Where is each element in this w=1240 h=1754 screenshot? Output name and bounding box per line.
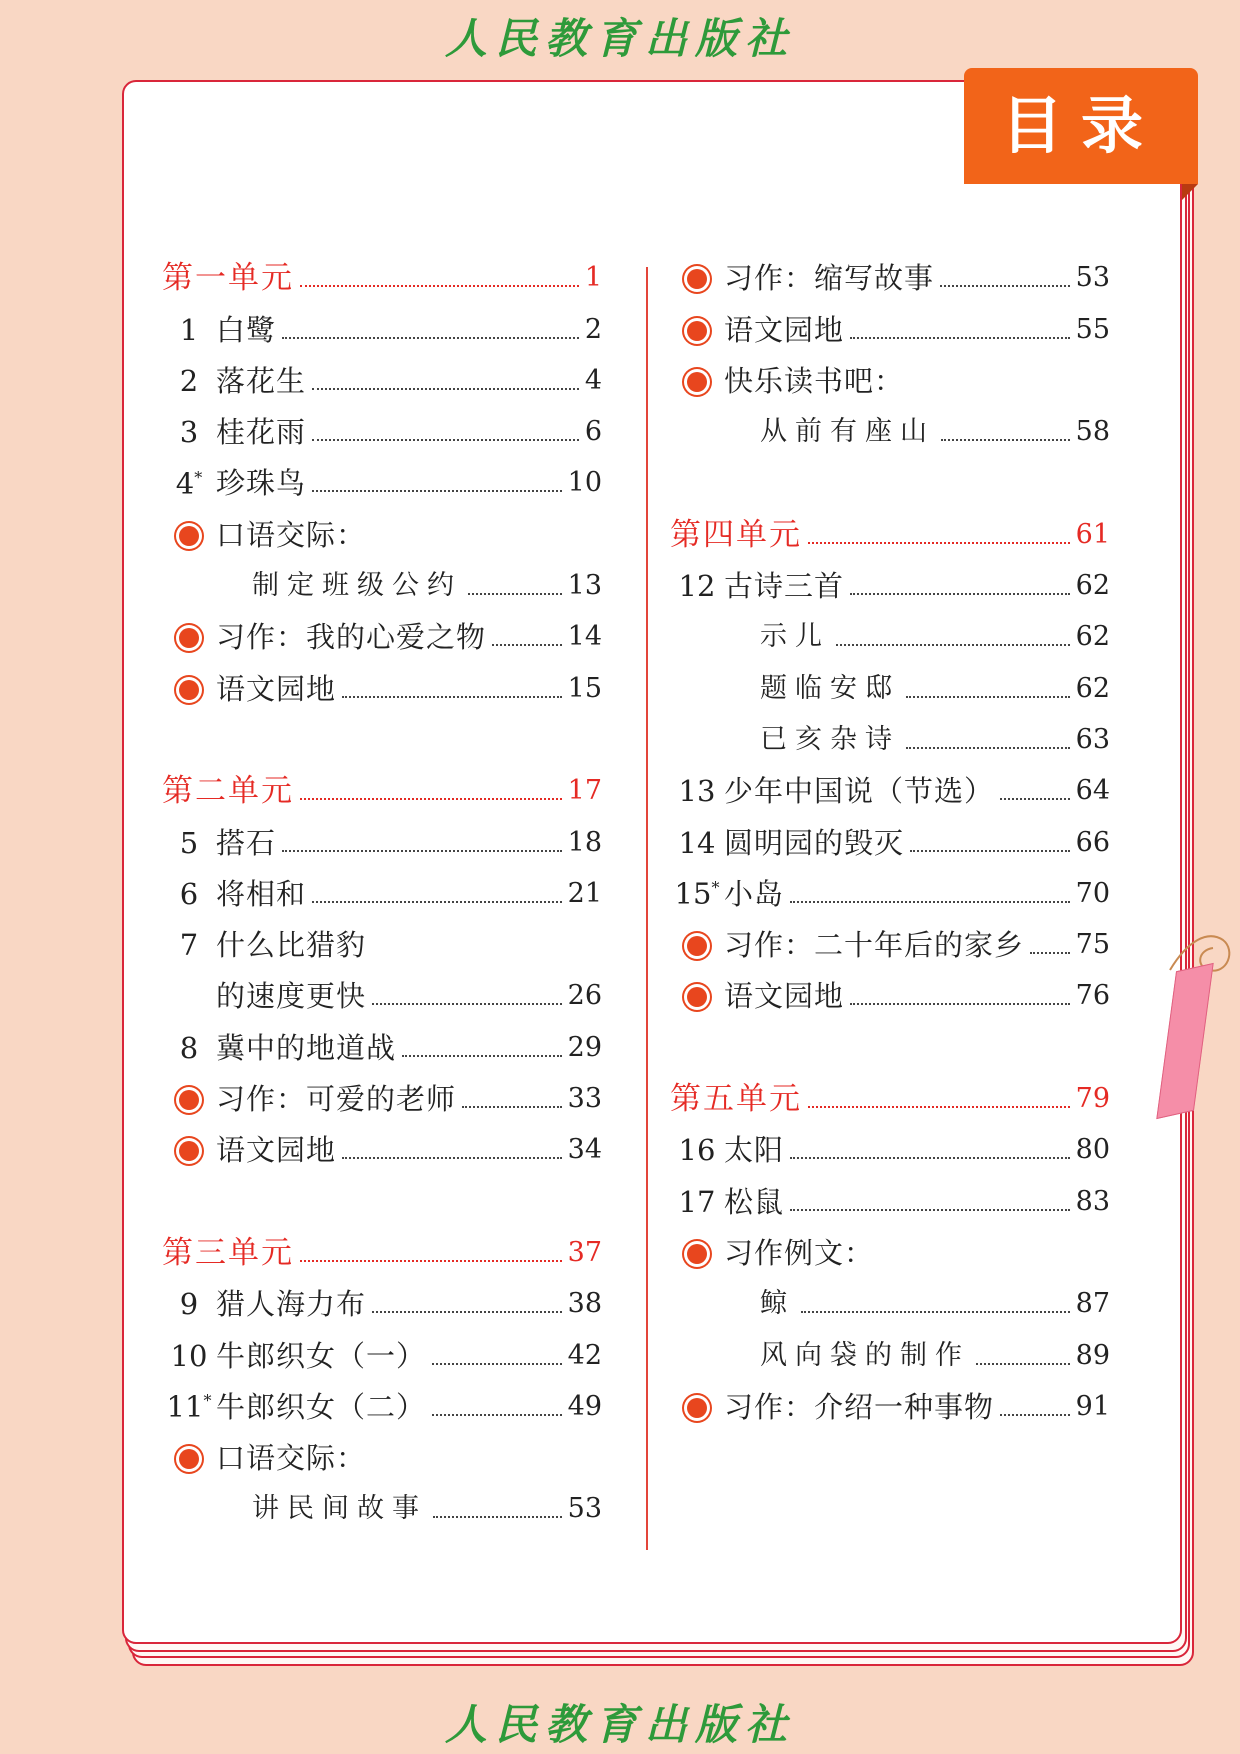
lesson-number: 12 <box>678 569 716 604</box>
dot-leader <box>342 695 562 698</box>
toc-unit-heading[interactable] <box>670 1066 1110 1117</box>
entry-title: 语文园地 <box>724 312 845 347</box>
dot-leader <box>312 900 562 903</box>
toc-entry[interactable] <box>162 912 602 963</box>
lesson-number: 4* <box>175 466 203 501</box>
page-number: 55 <box>1075 313 1110 345</box>
lesson-number: 10 <box>170 1338 208 1373</box>
entry-title: 语文园地 <box>216 671 337 706</box>
entry-title: 习作例文： <box>724 1235 875 1270</box>
page-number: 70 <box>1075 877 1110 909</box>
dot-leader <box>808 1105 1070 1108</box>
entry-title: 口语交际： <box>216 517 367 552</box>
dot-leader <box>790 900 1070 903</box>
toc-entry[interactable] <box>162 861 602 912</box>
bullet-icon <box>670 936 724 963</box>
entry-title: 小岛 <box>724 876 785 911</box>
bullet-icon <box>670 987 724 1014</box>
entry-title: 冀中的地道战 <box>216 1030 397 1065</box>
entry-title: 第一单元 <box>162 260 294 297</box>
toc-entry[interactable] <box>162 1271 602 1322</box>
optional-star-icon: * <box>194 467 203 487</box>
page-number: 61 <box>1075 518 1110 550</box>
dot-leader <box>906 695 1070 698</box>
page-number: 62 <box>1075 672 1110 704</box>
entry-title: 少年中国说（节选） <box>724 774 995 809</box>
entry-title: 将相和 <box>216 876 307 911</box>
dot-leader <box>342 1156 562 1159</box>
toc-entry[interactable] <box>670 604 1110 655</box>
entry-title: 第五单元 <box>670 1081 802 1118</box>
entry-title: 讲民间故事 <box>252 1493 427 1525</box>
entry-title: 的速度更快 <box>216 979 367 1014</box>
dot-leader <box>433 1515 562 1518</box>
dot-leader <box>402 1054 562 1057</box>
page-number: 80 <box>1075 1134 1110 1166</box>
entry-title: 习作：我的心爱之物 <box>216 620 487 655</box>
page-number: 53 <box>567 1493 602 1525</box>
page-number: 38 <box>567 1288 602 1320</box>
entry-title: 习作：二十年后的家乡 <box>724 928 1025 963</box>
dot-leader <box>468 592 562 595</box>
page-number: 89 <box>1075 1339 1110 1371</box>
toc-entry[interactable] <box>670 1168 1110 1219</box>
entry-title: 从前有座山 <box>760 416 935 448</box>
toc-unit-heading[interactable] <box>162 1220 602 1271</box>
toc-entry[interactable] <box>670 963 1110 1014</box>
toc-left-column <box>162 245 602 1527</box>
entry-title: 题临安邸 <box>760 672 900 704</box>
toc-entry[interactable] <box>670 707 1110 758</box>
page-number: 75 <box>1075 929 1110 961</box>
toc-entry[interactable] <box>162 1425 602 1476</box>
page-number: 26 <box>567 980 602 1012</box>
page-number: 1 <box>584 262 602 294</box>
dot-leader <box>492 643 562 646</box>
bullet-icon <box>162 1449 216 1476</box>
page-number: 17 <box>567 775 602 807</box>
toc-gap <box>670 1014 1110 1065</box>
page-number: 49 <box>567 1390 602 1422</box>
entry-title: 示儿 <box>760 621 830 653</box>
toc-entry[interactable] <box>162 296 602 347</box>
entry-title: 牛郎织女（二） <box>216 1389 427 1424</box>
dot-leader <box>836 643 1070 646</box>
lesson-number: 11* <box>166 1389 212 1424</box>
page-number: 18 <box>567 826 602 858</box>
page-number: 79 <box>1075 1083 1110 1115</box>
page-number: 91 <box>1075 1390 1110 1422</box>
entry-title: 第四单元 <box>670 516 802 553</box>
toc-entry[interactable] <box>670 553 1110 604</box>
entry-title: 圆明园的毁灭 <box>724 825 905 860</box>
dot-leader <box>432 1362 562 1365</box>
lesson-number: 6 <box>179 876 199 911</box>
toc-entry[interactable] <box>670 912 1110 963</box>
page-number: 21 <box>567 877 602 909</box>
page-number: 62 <box>1075 621 1110 653</box>
lesson-number: 8 <box>179 1030 199 1065</box>
entry-title: 落花生 <box>216 363 307 398</box>
toc-entry[interactable] <box>162 655 602 706</box>
bullet-icon <box>162 680 216 707</box>
page-number: 63 <box>1075 723 1110 755</box>
publisher-logo-bottom: 人民教育出版社 <box>444 1700 795 1749</box>
toc-entry[interactable] <box>670 1271 1110 1322</box>
optional-star-icon: * <box>711 878 720 898</box>
dot-leader <box>312 438 579 441</box>
lesson-number: 17 <box>678 1184 716 1219</box>
toc-gap <box>162 1168 602 1219</box>
page-number: 37 <box>567 1236 602 1268</box>
dot-leader <box>432 1413 562 1416</box>
bullet-icon <box>162 1090 216 1117</box>
lesson-number: 15* <box>674 876 720 911</box>
dot-leader <box>941 438 1070 441</box>
page-number: 34 <box>567 1134 602 1166</box>
dot-leader <box>282 336 579 339</box>
lesson-number: 16 <box>678 1133 716 1168</box>
tab-fold <box>1182 184 1198 200</box>
page-number: 83 <box>1075 1185 1110 1217</box>
toc-entry[interactable] <box>162 501 602 552</box>
dot-leader <box>300 284 579 287</box>
toc-entry[interactable] <box>670 348 1110 399</box>
page-number: 53 <box>1075 262 1110 294</box>
entry-title: 语文园地 <box>724 979 845 1014</box>
page-number: 76 <box>1075 980 1110 1012</box>
bullet-icon <box>162 1141 216 1168</box>
dot-leader <box>1030 951 1070 954</box>
entry-title: 白鹭 <box>216 312 277 347</box>
entry-title: 已亥杂诗 <box>760 723 900 755</box>
entry-title: 风向袋的制作 <box>760 1339 970 1371</box>
bullet-icon <box>670 1398 724 1425</box>
entry-title: 鲸 <box>760 1288 795 1320</box>
page-number: 4 <box>584 364 602 396</box>
entry-title: 搭石 <box>216 825 277 860</box>
toc-entry[interactable] <box>670 1374 1110 1425</box>
entry-title: 第三单元 <box>162 1234 294 1271</box>
toc-entry[interactable] <box>670 861 1110 912</box>
entry-title: 珍珠鸟 <box>216 466 307 501</box>
dot-leader <box>910 849 1070 852</box>
toc-entry[interactable] <box>162 1322 602 1373</box>
toc-entry[interactable] <box>162 809 602 860</box>
dot-leader <box>850 592 1070 595</box>
toc-gap <box>670 450 1110 501</box>
toc-entry[interactable] <box>670 399 1110 450</box>
toc-entry[interactable] <box>162 1374 602 1425</box>
dot-leader <box>976 1362 1070 1365</box>
toc-entry[interactable] <box>162 963 602 1014</box>
toc-unit-heading[interactable] <box>670 501 1110 552</box>
dot-leader <box>300 1259 562 1262</box>
page-number: 64 <box>1075 775 1110 807</box>
dot-leader <box>850 336 1070 339</box>
toc-title-tab: 目录 <box>964 68 1198 184</box>
lesson-number: 2 <box>179 363 199 398</box>
page-number: 29 <box>567 1031 602 1063</box>
page-number: 15 <box>567 672 602 704</box>
entry-title: 口语交际： <box>216 1441 367 1476</box>
toc-entry[interactable] <box>162 1117 602 1168</box>
entry-title: 松鼠 <box>724 1184 785 1219</box>
dot-leader <box>906 746 1070 749</box>
dot-leader <box>808 541 1070 544</box>
dot-leader <box>790 1208 1070 1211</box>
toc-entry[interactable] <box>162 348 602 399</box>
page-number: 13 <box>567 570 602 602</box>
entry-title: 习作：可爱的老师 <box>216 1082 457 1117</box>
lesson-number: 7 <box>179 928 199 963</box>
entry-title: 什么比猎豹 <box>216 928 367 963</box>
entry-title: 古诗三首 <box>724 569 845 604</box>
entry-title: 猎人海力布 <box>216 1287 367 1322</box>
optional-star-icon: * <box>203 1391 212 1411</box>
dot-leader <box>312 489 562 492</box>
toc-unit-heading[interactable] <box>162 758 602 809</box>
entry-title: 桂花雨 <box>216 415 307 450</box>
toc-entry[interactable] <box>162 604 602 655</box>
page-number: 6 <box>584 416 602 448</box>
bullet-icon <box>162 628 216 655</box>
toc-entry[interactable] <box>162 450 602 501</box>
toc-entry[interactable] <box>670 758 1110 809</box>
entry-title: 习作：缩写故事 <box>724 261 935 296</box>
toc-entry[interactable] <box>670 1220 1110 1271</box>
entry-title: 制定班级公约 <box>252 570 462 602</box>
toc-entry[interactable] <box>670 1322 1110 1373</box>
page-number: 42 <box>567 1339 602 1371</box>
bullet-icon <box>670 321 724 348</box>
entry-title: 太阳 <box>724 1133 785 1168</box>
page-number: 66 <box>1075 826 1110 858</box>
page-number: 58 <box>1075 416 1110 448</box>
lesson-number: 13 <box>678 774 716 809</box>
book-page <box>122 80 1194 1672</box>
toc-entry[interactable] <box>670 1117 1110 1168</box>
entry-title: 第二单元 <box>162 773 294 810</box>
dot-leader <box>372 1310 562 1313</box>
toc-entry[interactable] <box>162 553 602 604</box>
entry-title: 语文园地 <box>216 1133 337 1168</box>
lesson-number: 3 <box>179 415 199 450</box>
toc-right-column <box>670 245 1110 1425</box>
page-number: 87 <box>1075 1288 1110 1320</box>
dot-leader <box>372 1002 562 1005</box>
lesson-number: 1 <box>179 312 199 347</box>
dot-leader <box>790 1156 1070 1159</box>
page-number: 10 <box>567 467 602 499</box>
page-number: 2 <box>584 313 602 345</box>
entry-title: 习作：介绍一种事物 <box>724 1389 995 1424</box>
toc-entry[interactable] <box>162 1014 602 1065</box>
page-number: 33 <box>567 1083 602 1115</box>
bullet-icon <box>162 526 216 553</box>
dot-leader <box>850 1002 1070 1005</box>
entry-title: 快乐读书吧： <box>724 363 905 398</box>
toc-page <box>122 80 1182 1644</box>
toc-entry[interactable] <box>162 399 602 450</box>
bullet-icon <box>670 372 724 399</box>
dot-leader <box>1000 797 1070 800</box>
lesson-number: 5 <box>179 825 199 860</box>
toc-entry[interactable] <box>162 1066 602 1117</box>
dot-leader <box>1000 1413 1070 1416</box>
toc-entry[interactable] <box>670 245 1110 296</box>
dot-leader <box>300 797 562 800</box>
dot-leader <box>462 1105 562 1108</box>
dot-leader <box>282 849 562 852</box>
bullet-icon <box>670 1244 724 1271</box>
page-number: 14 <box>567 621 602 653</box>
toc-entry[interactable] <box>670 809 1110 860</box>
dot-leader <box>801 1310 1070 1313</box>
dot-leader <box>312 387 579 390</box>
dot-leader <box>940 284 1070 287</box>
entry-title: 牛郎织女（一） <box>216 1338 427 1373</box>
toc-unit-heading[interactable] <box>162 245 602 296</box>
toc-entry[interactable] <box>670 296 1110 347</box>
publisher-logo-top: 人民教育出版社 <box>444 14 795 63</box>
lesson-number: 9 <box>179 1287 199 1322</box>
toc-gap <box>162 707 602 758</box>
lesson-number: 14 <box>678 825 716 860</box>
page-number: 62 <box>1075 570 1110 602</box>
column-divider <box>646 267 648 1550</box>
toc-entry[interactable] <box>162 1476 602 1527</box>
toc-entry[interactable] <box>670 655 1110 706</box>
bullet-icon <box>670 269 724 296</box>
